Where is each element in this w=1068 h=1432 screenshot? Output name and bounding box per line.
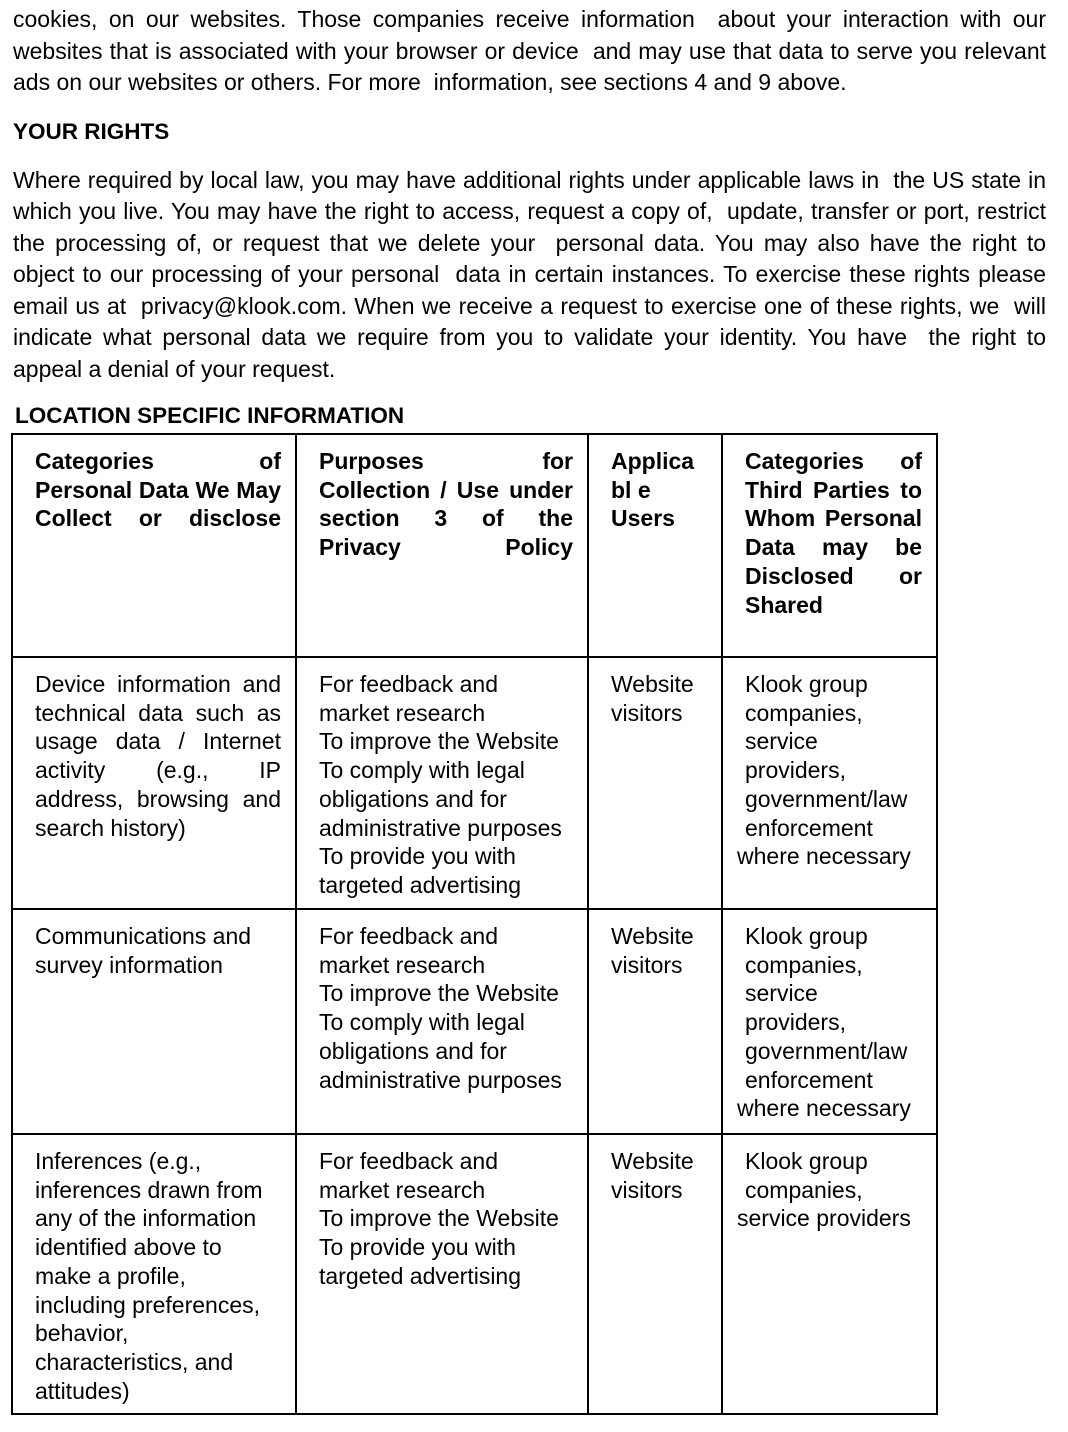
- purpose-line: For feedback and: [319, 923, 499, 949]
- header-purposes-for-collection: Purposes for Collection / Use under section 3 of the Privacy Policy: [296, 434, 588, 657]
- users-line: Website: [611, 923, 694, 949]
- cell-applicable-users: [588, 657, 722, 909]
- your-rights-paragraph: Where required by local law, you may have additional rights under applicable laws in the US state in which you live. You may have the right to access, request a copy of, update, transfer or port, restrict the processing of, or request that we delete your personal data. You may also have the right to object to our processing of your personal data in certain instances. To exercise these rights please email us at privacy@klook.com. When we receive a request to exercise one of these rights, we will indicate what personal data we require from you to validate your identity. You have the right to appeal a denial of your request.: [13, 166, 1053, 382]
- cell-purposes: [296, 657, 588, 909]
- location-specific-heading: LOCATION SPECIFIC INFORMATION: [15, 403, 405, 428]
- third-party-line: Klook group: [745, 671, 868, 697]
- your-rights-heading: YOUR RIGHTS: [13, 118, 170, 144]
- users-line: visitors: [611, 1176, 683, 1203]
- purpose-line: targeted advertising: [319, 871, 522, 898]
- third-party-line: Klook group: [745, 1148, 868, 1174]
- purpose-line: To improve the Website: [319, 728, 559, 755]
- category-line: attitudes): [35, 1377, 130, 1404]
- purpose-line: To improve the Website: [319, 1205, 559, 1232]
- category-line: characteristics, and: [35, 1348, 234, 1375]
- purpose-line: To comply with legal: [319, 757, 525, 784]
- third-party-line: government/law: [745, 1037, 908, 1064]
- cell-third-parties: [722, 909, 937, 1134]
- purpose-line: For feedback and: [319, 1148, 499, 1174]
- third-party-line: enforcement: [745, 814, 873, 841]
- third-party-line: companies,: [745, 951, 863, 978]
- third-party-line: service: [745, 980, 818, 1007]
- cell-third-parties: [722, 1134, 937, 1414]
- cell-applicable-users: [588, 1134, 722, 1414]
- category-line: identified above to: [35, 1234, 222, 1261]
- purpose-line: obligations and for: [319, 785, 507, 812]
- purpose-line: administrative purposes: [319, 814, 562, 841]
- third-party-line: enforcement: [745, 1066, 873, 1093]
- third-party-line: companies,: [745, 1176, 863, 1203]
- intro-paragraph: cookies, on our websites. Those companies receive information about your interaction with our websites that is associated with your browser or device and may use that data to serve you relevant ads on our websites or others. For more information, see sections 4 and 9 above.: [13, 6, 1053, 95]
- table-header-row: [12, 434, 937, 657]
- users-line: Website: [611, 671, 694, 697]
- purpose-line: market research: [319, 699, 486, 726]
- users-line: Website: [611, 1148, 694, 1174]
- third-party-line: service providers: [737, 1205, 911, 1232]
- purpose-line: For feedback and: [319, 671, 499, 697]
- category-line: behavior,: [35, 1320, 129, 1347]
- purpose-line: To improve the Website: [319, 980, 559, 1007]
- third-party-line: providers,: [745, 1009, 846, 1036]
- third-party-line: government/law: [745, 785, 908, 812]
- purpose-line: obligations and for: [319, 1037, 507, 1064]
- purpose-line: market research: [319, 1176, 486, 1203]
- cell-purposes: [296, 1134, 588, 1414]
- category-line: any of the information: [35, 1205, 257, 1232]
- purpose-line: administrative purposes: [319, 1066, 562, 1093]
- users-line: visitors: [611, 699, 683, 726]
- category-line: Inferences (e.g.,: [35, 1148, 202, 1174]
- third-party-line: companies,: [745, 699, 863, 726]
- third-party-line: where necessary: [737, 1095, 911, 1122]
- table-row: [12, 1134, 937, 1414]
- location-data-table: [11, 433, 938, 1415]
- cell-category: Communications and survey information: [12, 909, 296, 1134]
- cell-applicable-users: [588, 909, 722, 1134]
- header-categories-of-personal-data: Categories of Personal Data We May Collect or disclose: [12, 434, 296, 657]
- purpose-line: To provide you with: [319, 843, 516, 870]
- category-line: make a profile,: [35, 1262, 186, 1289]
- purpose-line: market research: [319, 951, 486, 978]
- header-categories-of-third-parties: Categories of Third Parties to Whom Personal Data may be Disclosed or Shared: [722, 434, 937, 657]
- users-line: visitors: [611, 951, 683, 978]
- purpose-line: To comply with legal: [319, 1009, 525, 1036]
- third-party-line: Klook group: [745, 923, 868, 949]
- purpose-line: targeted advertising: [319, 1262, 522, 1289]
- purpose-line: To provide you with: [319, 1234, 516, 1261]
- cell-third-parties: [722, 657, 937, 909]
- cell-category: Device information and technical data such as usage data / Internet activity (e.g., IP address, browsing and search history): [12, 657, 296, 909]
- cell-category: [12, 1134, 296, 1414]
- third-party-line: providers,: [745, 757, 846, 784]
- table-row: [12, 657, 937, 909]
- third-party-line: service: [745, 728, 818, 755]
- category-line: inferences drawn from: [35, 1176, 263, 1203]
- cell-purposes: [296, 909, 588, 1134]
- document-page: [13, 0, 1053, 429]
- header-applicable-users: Applica bl e Users: [588, 434, 722, 657]
- category-line: including preferences,: [35, 1291, 261, 1318]
- table-row: [12, 909, 937, 1134]
- third-party-line: where necessary: [737, 843, 911, 870]
